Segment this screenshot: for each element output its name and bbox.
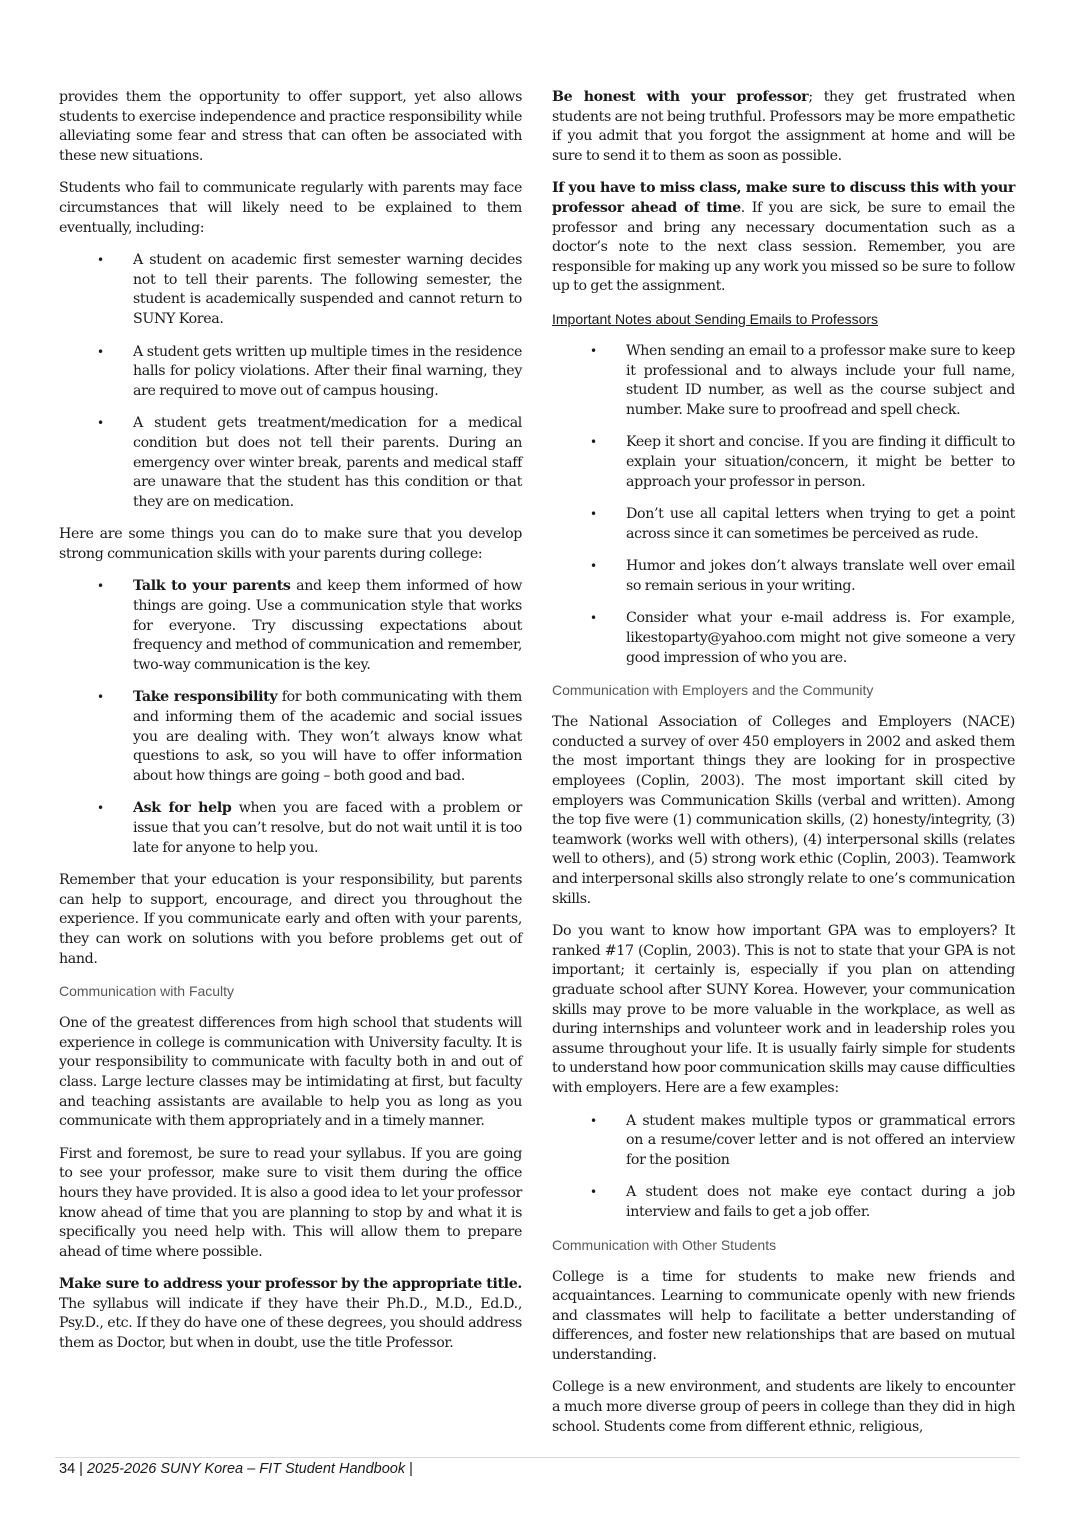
paragraph-lead: Be honest with your professor bbox=[552, 89, 809, 105]
list-item: • Take responsibility for both communicating with them and informing them of the academic and social issues you are dealing with. They won’t always know what questions to ask, so you will have to offer information about how things are going – both good and bad. bbox=[97, 689, 522, 784]
list-item: • Keep it short and concise. If you are finding it difficult to explain your situation/concern, it might be better to approach your professor in person. bbox=[590, 434, 1015, 490]
email-tips-list bbox=[552, 342, 1015, 668]
list-item: • A student makes multiple typos or grammatical errors on a resume/cover letter and is not offered an interview for the position bbox=[590, 1112, 1015, 1168]
list-item: • A student does not make eye contact during a job interview and fails to get a job offer. bbox=[590, 1184, 1015, 1220]
footer-trailing-separator: | bbox=[405, 1461, 413, 1477]
paragraph: The National Association of Colleges and Employers (NACE) conducted a survey of over 450 employers in 2002 and asked them the most important things they are looking for in prospective employees (Coplin, 2003). The most important skill cited by employers was Communication Skills (verbal and written). Among the top five were (1) communication skills, (2) honesty/integrity, (3) teamwork (works well with others), (4) interpersonal skills (relates well to others), and (5) strong work ethic (Coplin, 2003). Teamwork and interpersonal skills also strongly relate to one’s communication skills. bbox=[552, 714, 1015, 907]
employer-examples-list bbox=[552, 1112, 1015, 1223]
right-column bbox=[552, 88, 1015, 1450]
list-item: • Ask for help when you are faced with a problem or issue that you can’t resolve, but do not wait until it is too late for anyone to help you. bbox=[97, 800, 522, 856]
paragraph: College is a time for students to make new friends and acquaintances. Learning to communicate openly with new friends and classmates will help to facilitate a better understanding of differences, and foster new relationships that are based on mutual understanding. bbox=[552, 1268, 1015, 1363]
list-item: • A student on academic first semester warning decides not to tell their parents. The following semester, the student is academically suspended and cannot return to SUNY Korea. bbox=[97, 252, 522, 327]
bullet-icon: • bbox=[97, 690, 104, 705]
tip-lead: Ask for help bbox=[133, 800, 232, 817]
footer-separator: | bbox=[75, 1461, 87, 1477]
list-item: • When sending an email to a professor make sure to keep it professional and to always include your full name, student ID number, as well as the course subject and number. Make sure to proofread and spell check. bbox=[590, 342, 1015, 418]
email-notes-heading: Important Notes about Sending Emails to Professors bbox=[552, 310, 879, 327]
tip-lead: Take responsibility bbox=[133, 689, 278, 706]
section-heading-employers: Communication with Employers and the Community bbox=[552, 682, 874, 699]
paragraph-lead: If you have to miss class, make sure to discuss this with your professor ahead of time bbox=[552, 180, 1015, 216]
bullet-icon: • bbox=[590, 435, 597, 450]
list-item: • Consider what your e-mail address is. For example, likestoparty@yahoo.com might not give someone a very good impression of who you are. bbox=[590, 610, 1015, 666]
left-column bbox=[59, 88, 522, 1367]
page-footer bbox=[59, 1461, 413, 1477]
bullet-icon: • bbox=[590, 1113, 597, 1128]
bullet-icon: • bbox=[97, 801, 104, 816]
list-item: • Humor and jokes don’t always translate well over email so remain serious in your writing. bbox=[590, 558, 1015, 594]
paragraph: Remember that your education is your responsibility, but parents can help to support, encourage, and direct you throughout the experience. If you communicate early and often with your parents, they can work on solutions with you before problems get out of hand. bbox=[59, 872, 522, 967]
handbook-title: 2025-2026 SUNY Korea – FIT Student Handbook bbox=[86, 1461, 406, 1477]
bullet-icon: • bbox=[97, 253, 104, 268]
paragraph-lead: Make sure to address your professor by the appropriate title. bbox=[59, 1276, 522, 1293]
section-heading-students: Communication with Other Students bbox=[552, 1236, 777, 1253]
section-heading-faculty: Communication with Faculty bbox=[59, 983, 235, 1000]
paragraph: One of the greatest differences from high school that students will experience in college is communication with University faculty. It is your responsibility to communicate with faculty both in and out of class. Large lecture classes may be intimidating at first, but faculty and teaching assistants are available to help you as long as you communicate with them appropriately and in a timely manner. bbox=[59, 1015, 522, 1130]
bullet-icon: • bbox=[590, 611, 597, 626]
tip-lead: Talk to your parents bbox=[133, 578, 291, 595]
paragraph: If you have to miss class, make sure to discuss this with your professor ahead of time. If you are sick, be sure to email the professor and bring any necessary documentation such as a doctor’s note to the next class session. Remember, you are responsible for making up any work you missed so be sure to follow up to get the assignment. bbox=[552, 180, 1015, 295]
bullet-icon: • bbox=[97, 416, 104, 431]
parent-tips-list bbox=[59, 577, 522, 858]
list-item: • A student gets treatment/medication for a medical condition but does not tell their parents. During an emergency over winter break, parents and medical staff are unaware that the student has this condition or that they are on medication. bbox=[97, 415, 522, 510]
paragraph: provides them the opportunity to offer support, yet also allows students to exercise independence and practice responsibility while alleviating some fear and stress that can often be associated with these new situations. bbox=[59, 89, 522, 164]
paragraph: First and foremost, be sure to read your syllabus. If you are going to see your professor, make sure to visit them during the office hours they have provided. It is also a good idea to let your professor know ahead of time that you are planning to stop by and what it is specifically you need help with. This will allow them to prepare ahead of time where possible. bbox=[59, 1145, 522, 1260]
page-number: 34 bbox=[59, 1461, 76, 1477]
consequences-list bbox=[59, 251, 522, 512]
paragraph: College is a new environment, and students are likely to encounter a much more diverse group of peers in college than they did in high school. Students come from different ethnic, religious, bbox=[552, 1379, 1015, 1435]
bullet-icon: • bbox=[590, 1185, 597, 1200]
list-item: • A student gets written up multiple times in the residence halls for policy violations. After their final warning, they are required to move out of campus housing. bbox=[97, 343, 522, 399]
bullet-icon: • bbox=[590, 559, 597, 574]
footer-divider bbox=[55, 1457, 1020, 1458]
bullet-icon: • bbox=[97, 579, 104, 594]
bullet-icon: • bbox=[590, 343, 597, 358]
bullet-icon: • bbox=[97, 344, 104, 359]
paragraph: Be honest with your professor; they get frustrated when students are not being truthful. Professors may be more empathetic if you admit that you forgot the assignment at home and will be sure to send it to them as soon as possible. bbox=[552, 89, 1015, 164]
list-item: • Talk to your parents and keep them informed of how things are going. Use a communication style that works for everyone. Try discussing expectations about frequency and method of communication and remember, two-way communication is the key. bbox=[97, 578, 522, 673]
bullet-icon: • bbox=[590, 507, 597, 522]
paragraph: Here are some things you can do to make sure that you develop strong communication skills with your parents during college: bbox=[59, 526, 522, 562]
list-item: • Don’t use all capital letters when trying to get a point across since it can sometimes be perceived as rude. bbox=[590, 506, 1015, 542]
paragraph: Make sure to address your professor by the appropriate title. The syllabus will indicate if they have their Ph.D., M.D., Ed.D., Psy.D., etc. If they do have one of these degrees, you should address them as Doctor, but when in doubt, use the title Professor. bbox=[59, 1276, 522, 1352]
paragraph: Students who fail to communicate regularly with parents may face circumstances that will likely need to be explained to them eventually, including: bbox=[59, 180, 522, 236]
paragraph: Do you want to know how important GPA was to employers? It ranked #17 (Coplin, 2003). This is not to state that your GPA is not important; it certainly is, especially if you plan on attending graduate school after SUNY Korea. However, your communication skills may prove to be more valuable in the workplace, as well as during internships and volunteer work and in leadership roles you assume throughout your life. It is usually fairly simple for students to understand how poor communication skills may cause difficulties with employers. Here are a few examples: bbox=[552, 923, 1015, 1096]
